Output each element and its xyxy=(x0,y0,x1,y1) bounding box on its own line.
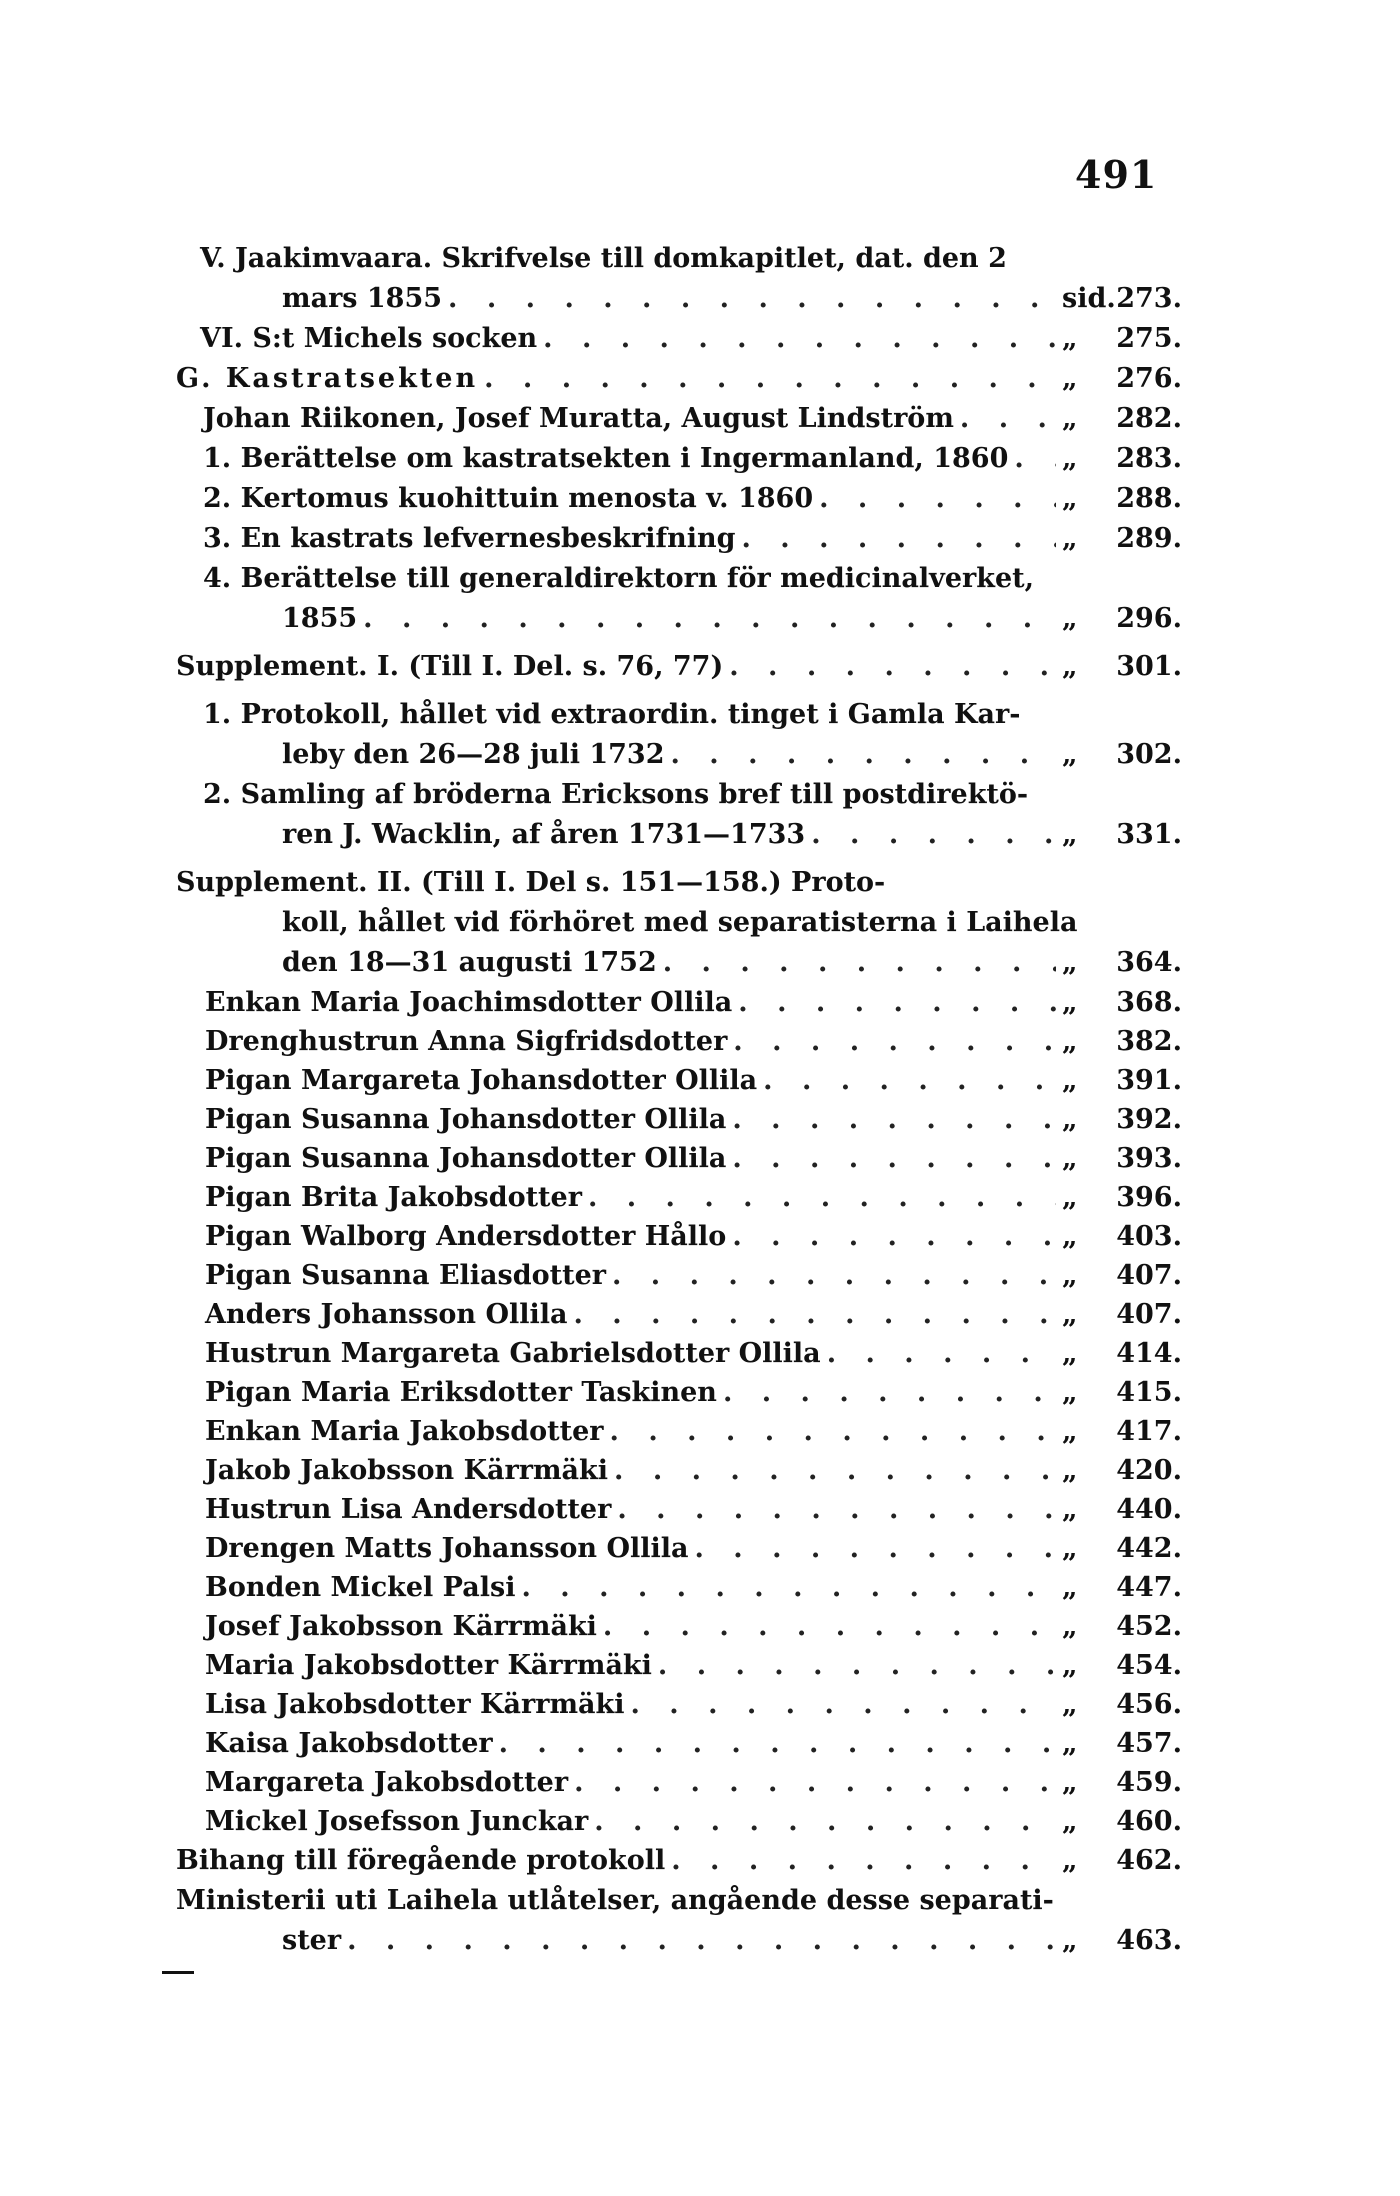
toc-entry xyxy=(176,864,1182,902)
leader-dots xyxy=(588,1179,1056,1217)
ditto-mark: „ xyxy=(1062,987,1078,1018)
entry-page: 462. xyxy=(1116,1845,1182,1876)
entry-label: Pigan Maria Eriksdotter Taskinen xyxy=(205,1377,717,1408)
entry-label: Pigan Margareta Johansdotter Ollila xyxy=(205,1065,758,1096)
toc-entry xyxy=(205,1725,1182,1763)
ditto-mark: „ xyxy=(1062,1806,1078,1837)
entry-label: 1855 xyxy=(282,603,358,634)
leader-dots xyxy=(574,1764,1056,1802)
toc-entry xyxy=(282,280,1182,318)
toc-entry xyxy=(205,1179,1182,1217)
toc-entry xyxy=(205,1296,1182,1334)
entry-label: Ministerii uti Laihela utlåtelser, angående desse separati- xyxy=(176,1885,1054,1916)
entry-label: Maria Jakobsdotter Kärrmäki xyxy=(205,1650,652,1681)
entry-page: 283. xyxy=(1116,443,1182,474)
leader-dots xyxy=(811,816,1056,854)
entry-page: 454. xyxy=(1116,1650,1182,1681)
toc-entry xyxy=(203,400,1182,438)
entry-label: Pigan Susanna Eliasdotter xyxy=(205,1260,606,1291)
leader-dots xyxy=(738,984,1056,1022)
entry-page: 440. xyxy=(1116,1494,1182,1525)
toc-entry xyxy=(203,696,1182,734)
entry-label: Bihang till föregående protokoll xyxy=(176,1845,666,1876)
toc-entry xyxy=(205,1218,1182,1256)
entry-page: 417. xyxy=(1116,1416,1182,1447)
entry-page: 296. xyxy=(1116,603,1182,634)
leader-dots xyxy=(603,1608,1056,1646)
entry-page: 403. xyxy=(1116,1221,1182,1252)
leader-dots xyxy=(521,1569,1056,1607)
toc-entry xyxy=(205,984,1182,1022)
ditto-mark: „ xyxy=(1062,1611,1078,1642)
end-dash xyxy=(162,1971,194,1974)
entry-page: 415. xyxy=(1116,1377,1182,1408)
leader-dots xyxy=(733,1023,1056,1061)
toc-entry xyxy=(205,1452,1182,1490)
entry-label: ster xyxy=(282,1925,342,1956)
entry-page: 420. xyxy=(1116,1455,1182,1486)
entry-page: 442. xyxy=(1116,1533,1182,1564)
ditto-mark: „ xyxy=(1062,1925,1078,1956)
entry-page: 301. xyxy=(1116,651,1182,682)
toc-entry xyxy=(282,816,1182,854)
entry-page: 414. xyxy=(1116,1338,1182,1369)
leader-dots xyxy=(671,1842,1056,1880)
toc-entry xyxy=(205,1062,1182,1100)
toc-entry xyxy=(205,1803,1182,1841)
toc-entry xyxy=(203,520,1182,558)
leader-dots xyxy=(448,280,1056,318)
entry-label: Enkan Maria Jakobsdotter xyxy=(205,1416,604,1447)
leader-dots xyxy=(819,480,1056,518)
ditto-mark: „ xyxy=(1062,1338,1078,1369)
toc-entry xyxy=(205,1101,1182,1139)
ditto-mark: „ xyxy=(1062,403,1078,434)
ditto-mark: „ xyxy=(1062,603,1078,634)
entry-page: 407. xyxy=(1116,1299,1182,1330)
ditto-mark: „ xyxy=(1062,523,1078,554)
leader-dots xyxy=(729,648,1056,686)
toc-entry xyxy=(205,1413,1182,1451)
leader-dots xyxy=(694,1530,1056,1568)
leader-dots xyxy=(671,736,1057,774)
ditto-mark: „ xyxy=(1062,1650,1078,1681)
leader-dots xyxy=(732,1140,1056,1178)
entry-label: Lisa Jakobsdotter Kärrmäki xyxy=(205,1689,625,1720)
leader-dots xyxy=(763,1062,1056,1100)
entry-label: V. Jaakimvaara. Skrifvelse till domkapitlet, dat. den 2 xyxy=(200,243,1007,274)
entry-label: mars 1855 xyxy=(282,283,443,314)
entry-label: 4. Berättelse till generaldirektorn för medicinalverket, xyxy=(203,563,1034,594)
entry-label: Josef Jakobsson Kärrmäki xyxy=(205,1611,597,1642)
toc-entry xyxy=(176,1882,1182,1920)
leader-dots xyxy=(960,400,1056,438)
toc-entry xyxy=(203,480,1182,518)
ditto-mark: „ xyxy=(1062,1299,1078,1330)
entry-page: 282. xyxy=(1116,403,1182,434)
ditto-mark: „ xyxy=(1062,483,1078,514)
ditto-mark: „ xyxy=(1062,1455,1078,1486)
entry-label: leby den 26—28 juli 1732 xyxy=(282,739,665,770)
ditto-mark: „ xyxy=(1062,947,1078,978)
entry-label: Margareta Jakobsdotter xyxy=(205,1767,569,1798)
ditto-mark: „ xyxy=(1062,1689,1078,1720)
toc-entry xyxy=(205,1374,1182,1412)
ditto-mark: „ xyxy=(1062,363,1078,394)
toc-entry xyxy=(205,1140,1182,1178)
toc-entry xyxy=(205,1569,1182,1607)
entry-label: ren J. Wacklin, af åren 1731—1733 xyxy=(282,819,806,850)
entry-label: Pigan Walborg Andersdotter Hållo xyxy=(205,1221,727,1252)
entry-page: 457. xyxy=(1116,1728,1182,1759)
toc-entry xyxy=(203,440,1182,478)
leader-dots xyxy=(543,320,1056,358)
toc-entry xyxy=(200,320,1182,358)
leader-dots xyxy=(363,600,1056,638)
entry-label: Supplement. II. (Till I. Del s. 151—158.) Proto- xyxy=(176,867,886,898)
leader-dots xyxy=(1014,440,1056,478)
toc-entry xyxy=(205,1608,1182,1646)
leader-dots xyxy=(499,1725,1056,1763)
entry-page: 289. xyxy=(1116,523,1182,554)
entry-page: 393. xyxy=(1116,1143,1182,1174)
toc-entry xyxy=(176,1842,1182,1880)
toc-entry xyxy=(205,1335,1182,1373)
entry-label: 1. Berättelse om kastratsekten i Ingermanland, 1860 xyxy=(203,443,1009,474)
leader-dots xyxy=(658,1647,1056,1685)
ditto-mark: „ xyxy=(1062,1728,1078,1759)
leader-dots xyxy=(630,1686,1056,1724)
entry-label: 2. Samling af bröderna Ericksons bref till postdirektö- xyxy=(203,779,1029,810)
entry-page: 331. xyxy=(1116,819,1182,850)
ditto-mark: „ xyxy=(1062,1221,1078,1252)
leader-dots xyxy=(732,1101,1056,1139)
entry-label: Pigan Susanna Johansdotter Ollila xyxy=(205,1104,727,1135)
toc-entry xyxy=(205,1530,1182,1568)
leader-dots xyxy=(741,520,1056,558)
leader-dots xyxy=(732,1218,1056,1256)
entry-label: Anders Johansson Ollila xyxy=(205,1299,568,1330)
entry-page: 407. xyxy=(1116,1260,1182,1291)
toc-entry xyxy=(282,600,1182,638)
toc-entry xyxy=(176,360,1182,398)
toc-entry xyxy=(282,904,1182,942)
leader-dots xyxy=(617,1491,1056,1529)
entry-label: Kaisa Jakobsdotter xyxy=(205,1728,493,1759)
entry-label: koll, hållet vid förhöret med separatisterna i Laihela xyxy=(282,907,1078,938)
leader-dots xyxy=(612,1257,1056,1295)
entry-page: 302. xyxy=(1116,739,1182,770)
entry-label: Drenghustrun Anna Sigfridsdotter xyxy=(205,1026,728,1057)
toc-entry xyxy=(282,736,1182,774)
leader-dots xyxy=(573,1296,1056,1334)
entry-page: 459. xyxy=(1116,1767,1182,1798)
ditto-mark: „ xyxy=(1062,1182,1078,1213)
leader-dots xyxy=(723,1374,1056,1412)
entry-label: Pigan Brita Jakobsdotter xyxy=(205,1182,582,1213)
entry-label: Hustrun Margareta Gabrielsdotter Ollila xyxy=(205,1338,821,1369)
ditto-mark: „ xyxy=(1062,1377,1078,1408)
entry-label: 3. En kastrats lefvernesbeskrifning xyxy=(203,523,736,554)
toc-entry xyxy=(205,1647,1182,1685)
entry-page: 368. xyxy=(1116,987,1182,1018)
page-number: 491 xyxy=(1075,152,1158,197)
leader-dots xyxy=(663,944,1056,982)
ditto-mark: „ xyxy=(1062,1143,1078,1174)
entry-page: 275. xyxy=(1116,323,1182,354)
toc-entry xyxy=(205,1686,1182,1724)
toc-entry xyxy=(282,1922,1182,1960)
ditto-mark: „ xyxy=(1062,1260,1078,1291)
entry-label: Johan Riikonen, Josef Muratta, August Lindström xyxy=(203,403,954,434)
ditto-mark: „ xyxy=(1062,819,1078,850)
entry-label: Supplement. I. (Till I. Del. s. 76, 77) xyxy=(176,651,724,682)
toc-entry xyxy=(203,560,1182,598)
entry-label: 1. Protokoll, hållet vid extraordin. tinget i Gamla Kar- xyxy=(203,699,1021,730)
leader-dots xyxy=(484,360,1056,398)
ditto-mark: „ xyxy=(1062,1767,1078,1798)
entry-page: 447. xyxy=(1116,1572,1182,1603)
ditto-mark: „ xyxy=(1062,1494,1078,1525)
entry-label: Bonden Mickel Palsi xyxy=(205,1572,516,1603)
toc-entry xyxy=(205,1257,1182,1295)
ditto-mark: „ xyxy=(1062,1416,1078,1447)
leader-dots xyxy=(827,1335,1056,1373)
ditto-mark: „ xyxy=(1062,1533,1078,1564)
leader-dots xyxy=(610,1413,1056,1451)
toc-entry xyxy=(205,1491,1182,1529)
entry-label: Enkan Maria Joachimsdotter Ollila xyxy=(205,987,733,1018)
ditto-mark: „ xyxy=(1062,323,1078,354)
entry-label: Mickel Josefsson Junckar xyxy=(205,1806,589,1837)
entry-label: VI. S:t Michels socken xyxy=(200,323,538,354)
entry-page: 396. xyxy=(1116,1182,1182,1213)
toc-entry xyxy=(200,240,1190,278)
toc-entry xyxy=(205,1764,1182,1802)
sid-prefix: sid. xyxy=(1062,283,1116,314)
ditto-mark: „ xyxy=(1062,651,1078,682)
entry-page: 273. xyxy=(1116,283,1182,314)
entry-label: den 18—31 augusti 1752 xyxy=(282,947,657,978)
toc-entry xyxy=(282,944,1182,982)
ditto-mark: „ xyxy=(1062,443,1078,474)
entry-page: 391. xyxy=(1116,1065,1182,1096)
entry-page: 460. xyxy=(1116,1806,1182,1837)
entry-label: 2. Kertomus kuohittuin menosta v. 1860 xyxy=(203,483,814,514)
entry-label: Hustrun Lisa Andersdotter xyxy=(205,1494,612,1525)
leader-dots xyxy=(347,1922,1056,1960)
leader-dots xyxy=(614,1452,1056,1490)
ditto-mark: „ xyxy=(1062,739,1078,770)
toc-entry xyxy=(176,648,1182,686)
entry-label: Drengen Matts Johansson Ollila xyxy=(205,1533,689,1564)
ditto-mark: „ xyxy=(1062,1572,1078,1603)
entry-label: Pigan Susanna Johansdotter Ollila xyxy=(205,1143,727,1174)
ditto-mark: „ xyxy=(1062,1026,1078,1057)
entry-page: 288. xyxy=(1116,483,1182,514)
entry-label: G. Kastratsekten xyxy=(176,363,479,394)
ditto-mark: „ xyxy=(1062,1065,1078,1096)
toc-entry xyxy=(205,1023,1182,1061)
leader-dots xyxy=(594,1803,1056,1841)
entry-page: 382. xyxy=(1116,1026,1182,1057)
entry-page: 463. xyxy=(1116,1925,1182,1956)
entry-label: Jakob Jakobsson Kärrmäki xyxy=(205,1455,609,1486)
toc-entry xyxy=(203,776,1182,814)
entry-page: 392. xyxy=(1116,1104,1182,1135)
entry-page: 364. xyxy=(1116,947,1182,978)
ditto-mark: „ xyxy=(1062,1845,1078,1876)
entry-page: 456. xyxy=(1116,1689,1182,1720)
ditto-mark: „ xyxy=(1062,1104,1078,1135)
entry-page: 276. xyxy=(1116,363,1182,394)
entry-page: 452. xyxy=(1116,1611,1182,1642)
